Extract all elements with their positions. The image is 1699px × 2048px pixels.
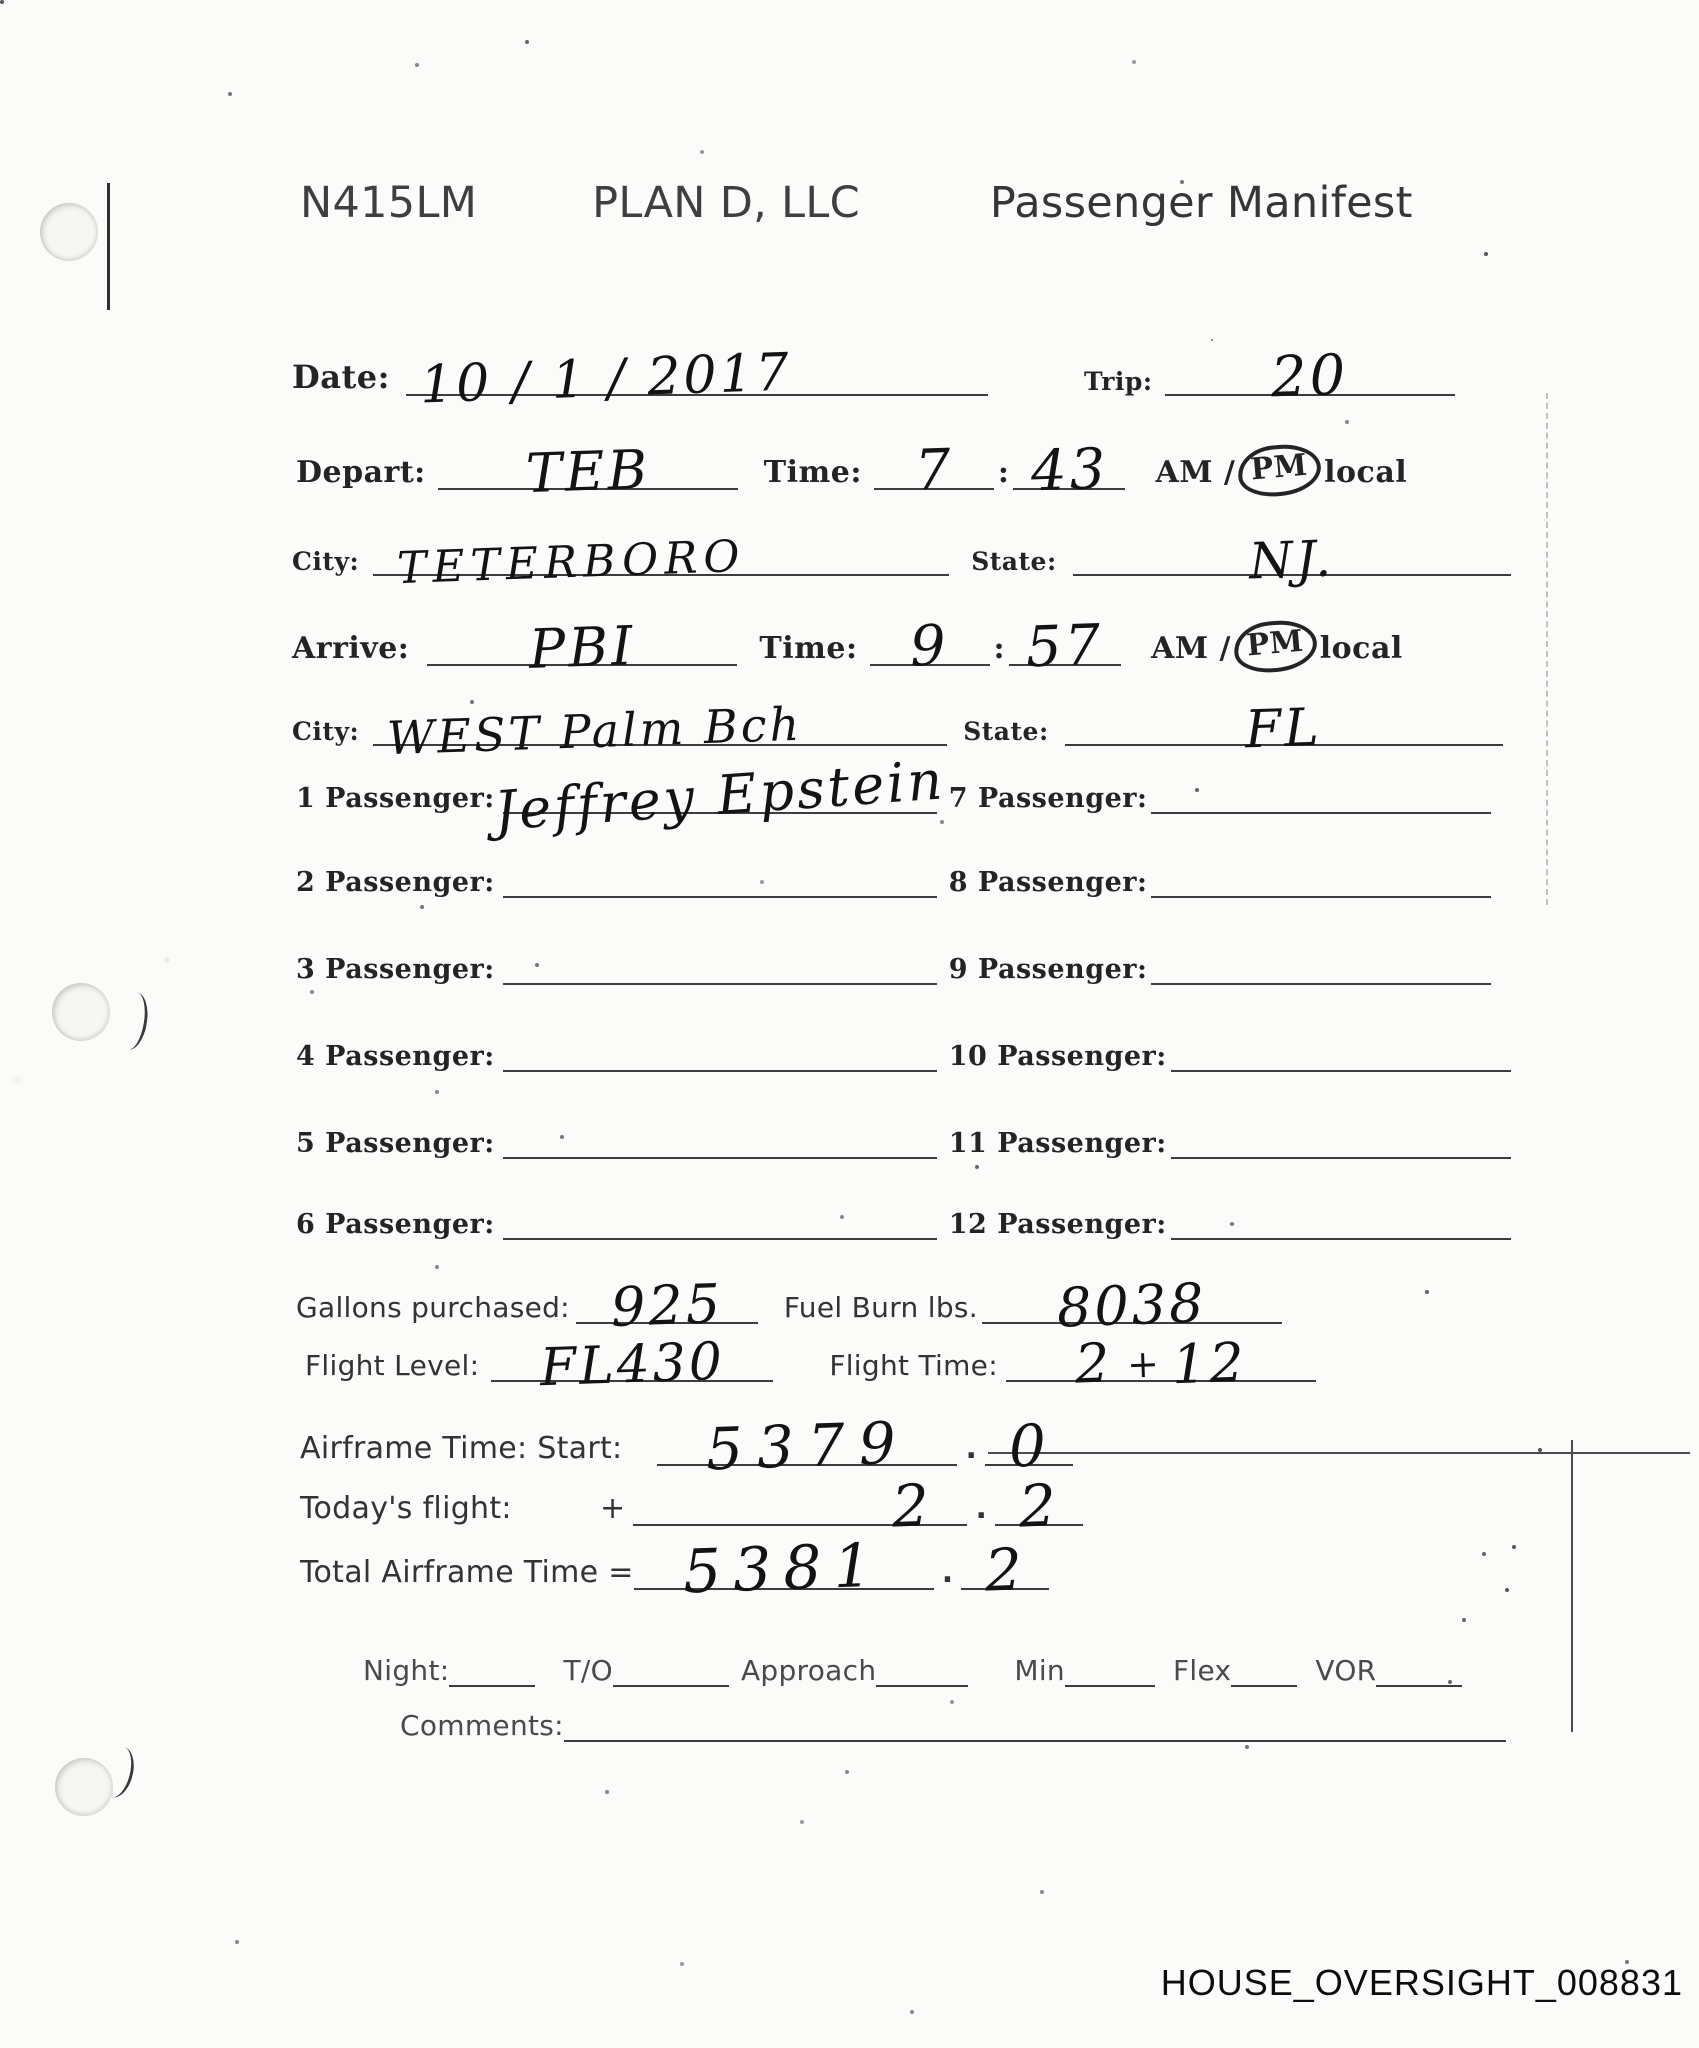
gallons-row — [296, 1268, 1282, 1340]
scan-hline — [988, 1452, 1690, 1454]
passenger-10-label: 10 Passenger: — [948, 1041, 1167, 1072]
page-title: Passenger Manifest — [989, 178, 1413, 228]
passenger-2-label: 2 Passenger: — [296, 867, 495, 898]
passenger-11-field — [1171, 1113, 1511, 1159]
depart-hour-field — [874, 436, 994, 505]
depart-state-label: State: — [971, 547, 1057, 576]
fuel-burn-field — [982, 1271, 1282, 1340]
passenger-11-label: 11 Passenger: — [948, 1128, 1167, 1159]
to-field — [613, 1651, 729, 1687]
passenger-6-label: 6 Passenger: — [296, 1209, 495, 1240]
vor-field — [1376, 1651, 1462, 1687]
passenger-row — [296, 935, 1491, 985]
arrive-local-label: local — [1319, 631, 1403, 666]
comments-label: Comments: — [400, 1709, 564, 1742]
todays-flight-dot: . — [975, 1491, 988, 1526]
passenger-3-field — [503, 939, 937, 985]
todays-flight-label: Today's flight: — [300, 1491, 512, 1526]
passenger-2-field — [503, 852, 937, 898]
passenger-12-label: 12 Passenger: — [948, 1209, 1167, 1240]
total-airframe-label: Total Airframe Time = — [300, 1555, 634, 1590]
flex-label: Flex — [1172, 1654, 1232, 1687]
airframe-start-dot: . — [965, 1431, 978, 1466]
arrive-hour-handwritten: 9 — [909, 613, 950, 681]
depart-state-field — [1073, 529, 1511, 590]
pen-arc-mark — [96, 1743, 139, 1801]
approach-field — [876, 1651, 968, 1687]
passenger-1-handwritten: Jeffrey Epstein — [492, 748, 948, 843]
min-label: Min — [1014, 1654, 1065, 1687]
depart-hour-handwritten: 7 — [913, 437, 955, 505]
passenger-10-field — [1171, 1026, 1511, 1072]
hole-punch-middle — [52, 983, 110, 1041]
depart-time-colon: : — [997, 455, 1010, 490]
arrive-time-label: Time: — [759, 631, 858, 666]
passenger-9-label: 9 Passenger: — [948, 954, 1148, 985]
date-field — [406, 342, 988, 416]
arrive-city-row — [292, 690, 1503, 766]
gallons-handwritten: 925 — [609, 1272, 725, 1340]
fuel-burn-label: Fuel Burn lbs. — [783, 1291, 979, 1324]
total-airframe-dot: . — [941, 1555, 954, 1590]
flight-level-label: Flight Level: — [305, 1349, 480, 1382]
depart-label: Depart: — [296, 455, 426, 490]
passenger-row — [296, 1022, 1511, 1072]
arrive-label: Arrive: — [292, 631, 410, 666]
passenger-4-label: 4 Passenger: — [296, 1041, 495, 1072]
passenger-row — [296, 1190, 1511, 1240]
arrive-minute-handwritten: 57 — [1025, 613, 1105, 681]
arrive-row — [292, 604, 1403, 681]
fuel-burn-handwritten: 8038 — [1056, 1271, 1208, 1340]
passenger-12-field — [1171, 1194, 1511, 1240]
depart-airport-field — [438, 436, 738, 506]
total-airframe-field — [634, 1530, 934, 1608]
pen-arc-mark — [114, 990, 152, 1052]
depart-city-label: City: — [292, 547, 360, 576]
to-label: T/O — [563, 1654, 613, 1687]
flight-level-row — [305, 1326, 1316, 1399]
flex-field — [1231, 1651, 1297, 1687]
night-label: Night: — [363, 1654, 450, 1687]
depart-am-label: AM / — [1155, 455, 1236, 490]
depart-local-label: local — [1324, 455, 1408, 490]
depart-city-field — [373, 530, 949, 594]
trip-handwritten: 20 — [1269, 343, 1350, 411]
total-airframe-row — [300, 1524, 1049, 1608]
flight-level-handwritten: FL430 — [538, 1331, 726, 1399]
passenger-5-field — [503, 1113, 937, 1159]
flight-time-separator: + — [1126, 1341, 1163, 1387]
header — [300, 178, 1413, 228]
passenger-8-label: 8 Passenger: — [948, 867, 1148, 898]
vor-label: VOR — [1315, 1654, 1377, 1687]
passenger-row — [296, 748, 1491, 843]
depart-city-row — [292, 520, 1511, 594]
arrive-state-field — [1065, 697, 1503, 761]
tail-number: N415LM — [300, 178, 478, 228]
flight-time-hours-handwritten: 2 — [1074, 1331, 1114, 1396]
date-label: Date: — [292, 358, 390, 396]
trip-label: Trip: — [1083, 367, 1153, 396]
todays-flight-tenth-handwritten: 2 — [1017, 1471, 1061, 1541]
todays-flight-field — [633, 1471, 967, 1541]
comments-field — [564, 1706, 1506, 1742]
depart-state-handwritten: NJ. — [1248, 529, 1336, 590]
arrive-pm-circled: PM — [1232, 617, 1319, 675]
airframe-start-label: Airframe Time: Start: — [300, 1431, 623, 1466]
flight-time-label: Flight Time: — [829, 1349, 998, 1382]
arrive-airport-field — [427, 612, 737, 681]
airframe-start-tenth-handwritten: 0 — [1008, 1411, 1051, 1481]
passenger-7-field — [1151, 768, 1491, 814]
scan-fold-line — [1546, 393, 1548, 905]
bates-number: HOUSE_OVERSIGHT_008831 — [1160, 1962, 1683, 2003]
passenger-3-label: 3 Passenger: — [296, 954, 495, 985]
depart-time-label: Time: — [763, 455, 862, 490]
depart-minute-field — [1013, 436, 1125, 505]
todays-flight-plus: + — [600, 1491, 626, 1526]
arrive-city-label: City: — [292, 717, 360, 746]
passenger-5-label: 5 Passenger: — [296, 1128, 495, 1159]
gallons-label: Gallons purchased: — [296, 1291, 570, 1324]
scan-vline — [1571, 1440, 1573, 1732]
airframe-start-handwritten: 5379 — [704, 1408, 911, 1484]
comments-row — [400, 1698, 1506, 1742]
arrive-minute-field — [1009, 612, 1121, 681]
hole-punch-top — [40, 203, 98, 261]
depart-city-handwritten: TETERBORO — [396, 530, 747, 594]
total-airframe-handwritten: 5381 — [682, 1530, 886, 1608]
flight-level-field — [491, 1331, 773, 1399]
passenger-4-field — [503, 1026, 937, 1072]
passenger-8-field — [1151, 852, 1491, 898]
passenger-6-field — [503, 1194, 937, 1240]
arrive-city-field — [373, 696, 947, 766]
flight-time-field — [1006, 1330, 1316, 1397]
total-airframe-tenth-handwritten: 2 — [984, 1535, 1027, 1605]
airframe-start-row — [300, 1404, 1073, 1484]
date-trip-row — [292, 336, 1455, 416]
passenger-1-field — [492, 748, 948, 843]
airframe-start-tenth-field — [985, 1411, 1073, 1481]
arrive-hour-field — [870, 612, 990, 681]
passenger-7-label: 7 Passenger: — [948, 783, 1148, 814]
trip-field — [1165, 342, 1455, 411]
arrive-city-handwritten: WEST Palm Bch — [386, 696, 804, 766]
company-name: PLAN D, LLC — [592, 178, 860, 228]
depart-minute-handwritten: 43 — [1029, 437, 1110, 505]
night-field — [449, 1651, 535, 1687]
arrive-state-handwritten: FL — [1244, 697, 1324, 761]
gallons-field — [576, 1272, 758, 1340]
arrive-airport-handwritten: PBI — [528, 614, 637, 681]
ops-row — [363, 1643, 1462, 1687]
passenger-1-label: 1 Passenger: — [296, 783, 495, 814]
approach-label: Approach — [740, 1654, 877, 1687]
airframe-start-field — [657, 1408, 957, 1484]
pen-line-mark — [107, 183, 110, 310]
arrive-time-colon: : — [993, 631, 1006, 666]
min-field — [1065, 1651, 1155, 1687]
date-handwritten: 10 / 1 / 2017 — [419, 342, 793, 416]
arrive-state-label: State: — [963, 717, 1049, 746]
depart-airport-handwritten: TEB — [524, 437, 651, 506]
passenger-row — [296, 1109, 1511, 1159]
depart-pm-circled: PM — [1236, 441, 1323, 499]
arrive-am-label: AM / — [1151, 631, 1231, 666]
passenger-row — [296, 848, 1491, 898]
flight-time-minutes-handwritten: 12 — [1170, 1330, 1248, 1397]
todays-flight-handwritten: 2 — [890, 1471, 933, 1541]
todays-flight-tenth-field — [995, 1471, 1083, 1541]
todays-flight-row — [300, 1464, 1083, 1541]
total-airframe-tenth-field — [961, 1535, 1049, 1605]
scan-noise — [0, 0, 4, 4]
depart-row — [296, 428, 1408, 506]
passenger-9-field — [1151, 939, 1491, 985]
